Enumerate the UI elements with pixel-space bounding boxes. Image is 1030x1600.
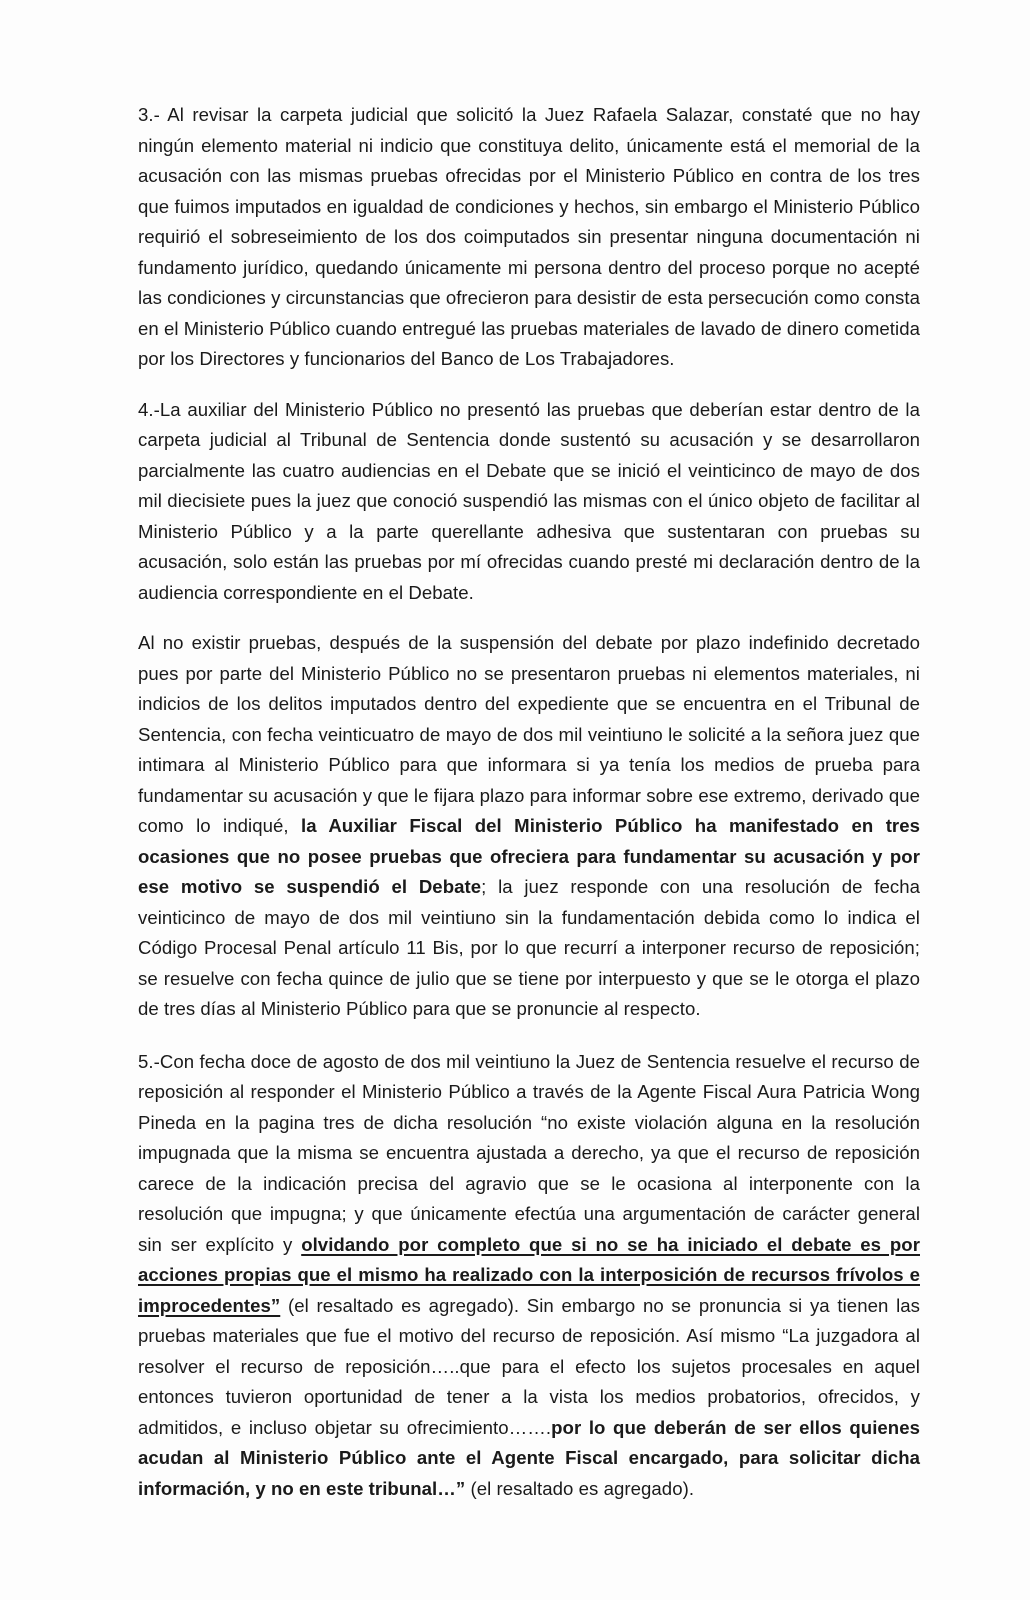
paragraph-no-pruebas-text-a: Al no existir pruebas, después de la suspensión del debate por plazo indefinido decretado pues por parte del Ministerio Público no se presentaron pruebas ni elementos materiales, ni indicios de los delitos imputados dentro del expediente que se encuentra en el Tribunal de Sentencia, con fecha veinticuatro de mayo de dos mil veintiuno le solicité a la señora juez que intimara al Ministerio Público para que informara si ya tenía los medios de prueba para fundamentar su acusación y que le fijara plazo para informar sobre ese extremo, derivado que como lo indiqué, [138,632,920,836]
paragraph-5-bold-underlined: olvidando por completo que si no se ha iniciado el debate es por acciones propias que el mismo ha realizado con la interposición de recursos frívolos e improcedentes” [138,1233,920,1316]
paragraph-4 [138,395,920,609]
paragraph-5-text-b: (el resaltado es agregado). Sin embargo no se pronuncia si ya tienen las pruebas materiales que fue el motivo del recurso de reposición. Así mismo “La juzgadora al resolver el recurso de reposición…..que para el efecto los sujetos procesales en aquel entonces tuvieron oportunidad de tener a la vista los medios probatorios, ofrecidos, y admitidos, e incluso objetar su ofrecimiento……. [138,1294,920,1438]
paragraph-3 [138,100,920,375]
paragraph-no-pruebas-bold: la Auxiliar Fiscal del Ministerio Público ha manifestado en tres ocasiones que no posee pruebas que ofreciera para fundamentar su acusación y por ese motivo se suspendió el Debate [138,815,920,897]
paragraph-5-text-a: 5.-Con fecha doce de agosto de dos mil veintiuno la Juez de Sentencia resuelve el recurso de reposición al responder el Ministerio Público a través de la Agente Fiscal Aura Patricia Wong Pineda en la pagina tres de dicha resolución “no existe violación alguna en la resolución impugnada que la misma se encuentra ajustada a derecho, ya que el recurso de reposición carece de la indicación precisa del agravio que se le ocasiona al interponente con la resolución que impugna; y que únicamente efectúa una argumentación de carácter general sin ser explícito y [138,1050,920,1255]
paragraph-5-bold: por lo que deberán de ser ellos quienes acudan al Ministerio Público ante el Agente Fiscal encargado, para solicitar dicha información, y no en este tribunal…” [138,1416,920,1499]
paragraph-5 [138,1047,920,1505]
paragraph-5-text-c: (el resaltado es agregado). [465,1477,695,1499]
paragraph-4-text: 4.-La auxiliar del Ministerio Público no presentó las pruebas que deberían estar dentro de la carpeta judicial al Tribunal de Sentencia donde sustentó su acusación y se desarrollaron parcialmente las cuatro audiencias en el Debate que se inició el veinticinco de mayo de dos mil diecisiete pues la juez que conoció suspendió las mismas con el único objeto de facilitar al Ministerio Público y a la parte querellante adhesiva que sustentaran con pruebas su acusación, solo están las pruebas por mí ofrecidas cuando presté mi declaración dentro de la audiencia correspondiente en el Debate. [138,398,920,603]
paragraph-3-text: 3.- Al revisar la carpeta judicial que solicitó la Juez Rafaela Salazar, constaté que no hay ningún elemento material ni indicio que constituya delito, únicamente está el memorial de la acusación con las mismas pruebas ofrecidas por el Ministerio Público en contra de los tres que fuimos imputados en igualdad de condiciones y hechos, sin embargo el Ministerio Público requirió el sobreseimiento de los dos coimputados sin presentar ninguna documentación ni fundamento jurídico, quedando únicamente mi persona dentro del proceso porque no acepté las condiciones y circunstancias que ofrecieron para desistir de esta persecución como consta en el Ministerio Público cuando entregué las pruebas materiales de lavado de dinero cometida por los Directores y funcionarios del Banco de Los Trabajadores. [138,104,920,369]
paragraph-no-pruebas [138,628,920,1025]
paragraph-no-pruebas-text-b: ; la juez responde con una resolución de fecha veinticinco de mayo de dos mil veintiuno sin la fundamentación debida como lo indica el Código Procesal Penal artículo 11 Bis, por lo que recurrí a interponer recurso de reposición; se resuelve con fecha quince de julio que se tiene por interpuesto y que se le otorga el plazo de tres días al Ministerio Público para que se pronuncie al respecto. [138,876,920,1019]
